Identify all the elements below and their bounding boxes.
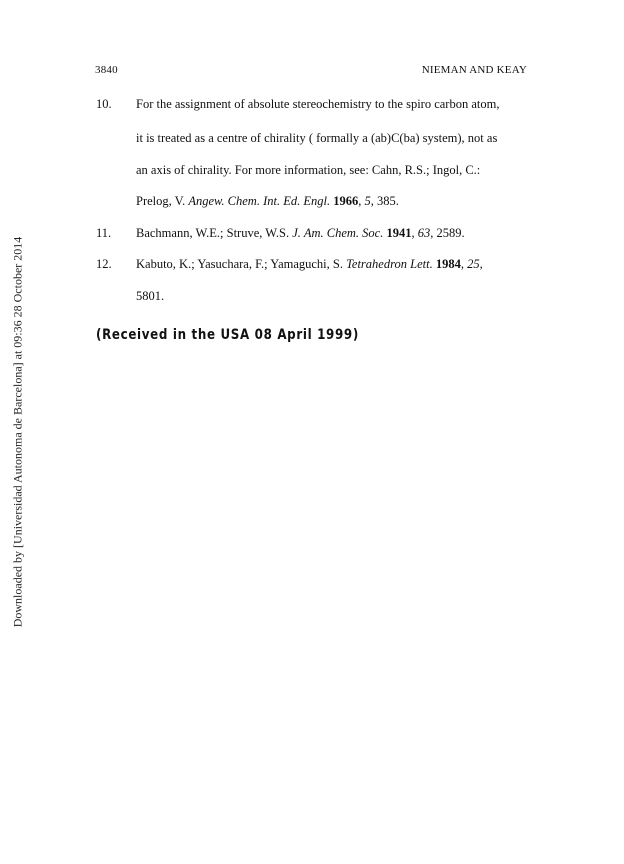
reference-line: it is treated as a centre of chirality ( formally a (ab)C(ba) system), not as	[136, 131, 498, 145]
reference-authors: Bachmann, W.E.; Struve, W.S.	[136, 226, 293, 240]
reference-line: an axis of chirality. For more information, see: Cahn, R.S.; Ingol, C.:	[136, 163, 481, 177]
reference-line: 5801.	[136, 289, 165, 303]
reference-volume: 25	[467, 257, 480, 271]
reference-volume: 63	[417, 226, 431, 240]
download-watermark-text: Downloaded by [Universidad Autonoma de Barcelona] at 09:36 28 October 2014	[10, 236, 25, 628]
reference-year: 1941	[386, 226, 412, 240]
reference-journal: J. Am. Chem. Soc.	[292, 226, 384, 240]
reference-volume: 5	[364, 194, 371, 208]
reference-line: Prelog, V. Angew. Chem. Int. Ed. Engl. 1966, 5, 385.	[136, 194, 399, 208]
reference-year: 1966	[333, 194, 359, 208]
reference-number: 11.	[96, 226, 112, 240]
reference-pages: 2589.	[436, 226, 465, 240]
running-head: NIEMAN AND KEAY	[421, 64, 527, 76]
reference-line: For the assignment of absolute stereochemistry to the spiro carbon atom,	[136, 97, 500, 111]
reference-number: 12.	[96, 257, 112, 271]
reference-line: Bachmann, W.E.; Struve, W.S. J. Am. Chem. Soc. 1941, 63, 2589.	[136, 226, 465, 240]
reference-journal: Angew. Chem. Int. Ed. Engl.	[188, 194, 331, 208]
reference-authors: Kabuto, K.; Yasuchara, F.; Yamaguchi, S.	[136, 257, 347, 271]
reference-authors: Prelog, V.	[136, 194, 189, 208]
page-number: 3840	[95, 64, 118, 76]
reference-year: 1984	[435, 257, 461, 271]
reference-journal: Tetrahedron Lett.	[346, 257, 433, 271]
reference-number: 10.	[96, 97, 112, 111]
received-note: (Received in the USA 08 April 1999)	[96, 327, 359, 343]
reference-pages: 385.	[376, 194, 399, 208]
reference-line: Kabuto, K.; Yasuchara, F.; Yamaguchi, S. Tetrahedron Lett. 1984, 25,	[136, 257, 483, 271]
